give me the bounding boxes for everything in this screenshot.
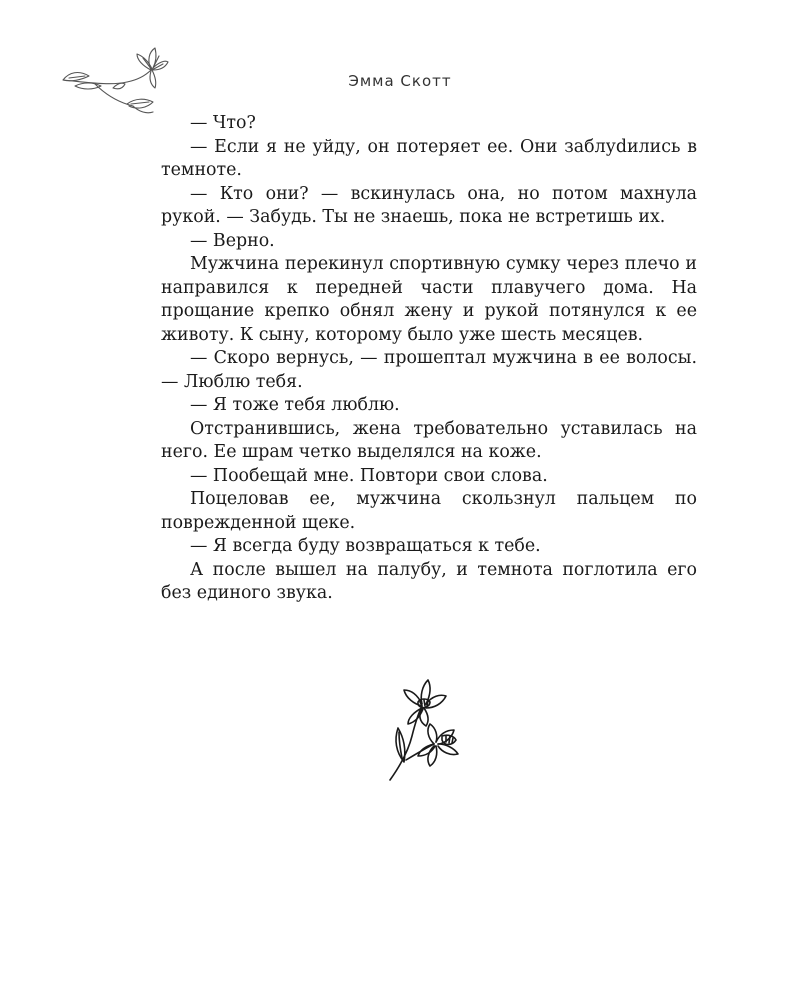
- paragraph: Мужчина перекинул спортивную сумку через плечо и направился к передней части плавучего дома. На прощание крепко обнял жену и рукой потянулся к ее животу. К сыну, которому было уже шесть месяцев.: [161, 254, 697, 345]
- paragraph: А после вышел на палубу, и темнота поглотила его без единого звука.: [161, 559, 697, 603]
- paragraph: — Я тоже тебя люблю.: [190, 395, 400, 415]
- paragraph: — Я всегда буду возвращаться к тебе.: [190, 536, 541, 556]
- paragraph: — Скоро вернусь, — прошептал мужчина в ее волосы. — Люблю тебя.: [161, 348, 697, 392]
- paragraph: — Верно.: [190, 230, 275, 251]
- paragraph: — Кто они? — вскинулась она, но потом махнула рукой. — Забудь. Ты не знаешь, пока не встретишь их.: [161, 183, 697, 227]
- page-body: [161, 112, 697, 606]
- paragraph: — Пообещай мне. Повтори свои слова.: [190, 465, 548, 486]
- paragraph: — Если я не уйду, он потеряет ее. Они заблуdились в темноте.: [161, 136, 697, 180]
- paragraph: Отстранившись, жена требовательно уставилась на него. Ее шрам четко выделялся на коже.: [161, 418, 697, 462]
- daffodil-icon: [382, 678, 472, 786]
- paragraph: — Что?: [190, 113, 256, 133]
- running-header: Эмма Скотт: [348, 72, 452, 90]
- paragraph: Поцеловав ее, мужчина скользнул пальцем по поврежденной щеке.: [161, 489, 697, 533]
